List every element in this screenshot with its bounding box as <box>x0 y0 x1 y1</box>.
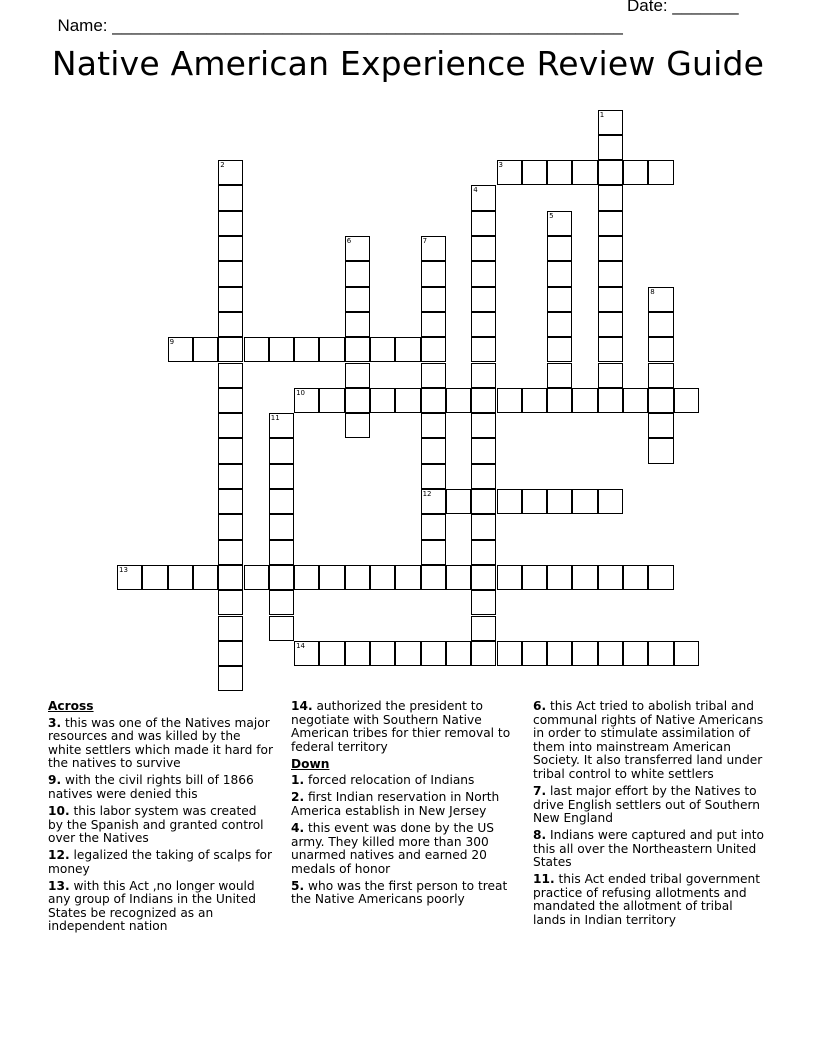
crossword-cell[interactable] <box>345 565 370 590</box>
clue-number: 14. <box>291 699 313 713</box>
crossword-cell[interactable] <box>598 337 623 362</box>
crossword-cell[interactable] <box>598 489 623 514</box>
crossword-cell[interactable] <box>421 641 446 666</box>
clue-item <box>48 774 273 801</box>
crossword-cell[interactable] <box>345 363 370 388</box>
crossword-cell[interactable] <box>547 641 572 666</box>
crossword-cell[interactable] <box>269 489 294 514</box>
crossword-cell[interactable] <box>421 464 446 489</box>
crossword-cell[interactable] <box>395 388 420 413</box>
clue-text: with the civil rights bill of 1866 natives were denied this <box>48 773 254 801</box>
clue-number-label: 8 <box>650 287 655 296</box>
clue-number: 4. <box>291 820 305 835</box>
crossword-cell[interactable] <box>370 641 395 666</box>
clue-number-label: 4 <box>473 186 478 195</box>
crossword-cell[interactable] <box>598 287 623 312</box>
crossword-cell[interactable] <box>446 565 471 590</box>
crossword-cell[interactable] <box>497 160 522 185</box>
crossword-cell[interactable] <box>218 565 243 590</box>
crossword-cell[interactable] <box>522 641 547 666</box>
crossword-cell[interactable] <box>471 590 496 615</box>
clue-number-label: 13 <box>119 565 128 574</box>
crossword-cell[interactable] <box>648 312 673 337</box>
crossword-cell[interactable] <box>471 413 496 438</box>
crossword-cell[interactable] <box>421 514 446 539</box>
crossword-cell[interactable] <box>522 388 547 413</box>
crossword-cell[interactable] <box>395 565 420 590</box>
crossword-cell[interactable] <box>471 616 496 641</box>
crossword-cell[interactable] <box>471 514 496 539</box>
clue-number-label: 6 <box>346 237 352 245</box>
crossword-cell[interactable] <box>623 160 648 185</box>
crossword-cell[interactable] <box>446 388 471 413</box>
clue-item <box>291 880 523 907</box>
crossword-cell[interactable] <box>421 363 446 388</box>
crossword-cell[interactable] <box>522 565 547 590</box>
crossword-cell[interactable] <box>623 641 648 666</box>
clue-text: first Indian reservation in North America establish in New Jersey <box>291 790 500 818</box>
crossword-cell[interactable] <box>269 616 294 641</box>
crossword-cell[interactable] <box>345 261 370 286</box>
clue-number: 11. <box>533 872 555 887</box>
name-field[interactable]: Name: ______________________________________________________ <box>57 16 623 35</box>
crossword-cell[interactable] <box>421 438 446 463</box>
clue-number-label: 3 <box>498 161 503 170</box>
crossword-cell[interactable] <box>345 312 370 337</box>
clue-text: this event was done by the US army. They killed more than 300 unarmed natives and earned 20 medals of honor <box>291 820 495 876</box>
clue-number: 7. <box>533 783 547 798</box>
crossword-cell[interactable] <box>648 413 673 438</box>
crossword-cell[interactable] <box>218 514 243 539</box>
crossword-cell[interactable] <box>471 211 496 236</box>
crossword-cell[interactable] <box>294 388 319 413</box>
clue-text: this labor system was created by the Spanish and granted control over the Natives <box>48 803 264 846</box>
crossword-cell[interactable] <box>471 363 496 388</box>
crossword-cell[interactable] <box>572 489 597 514</box>
clue-text: authorized the president to negotiate with Southern Native American tribes for thier removal to federal territory <box>291 699 511 754</box>
crossword-cell[interactable] <box>598 565 623 590</box>
clue-number-label: 11 <box>270 414 280 423</box>
crossword-cell[interactable] <box>497 489 522 514</box>
crossword-cell[interactable] <box>598 641 623 666</box>
crossword-cell[interactable] <box>572 388 597 413</box>
crossword-cell[interactable] <box>218 363 243 388</box>
crossword-cell[interactable] <box>547 388 572 413</box>
crossword-cell[interactable] <box>269 337 294 362</box>
clue-number: 9. <box>48 773 62 788</box>
crossword-cell[interactable] <box>547 489 572 514</box>
crossword-cell[interactable] <box>547 211 572 236</box>
crossword-cell[interactable] <box>421 489 446 514</box>
crossword-cell[interactable] <box>421 388 446 413</box>
crossword-cell[interactable] <box>421 287 446 312</box>
crossword-cell[interactable] <box>446 489 471 514</box>
crossword-cell[interactable] <box>648 565 673 590</box>
crossword-cell[interactable] <box>319 641 344 666</box>
crossword-cell[interactable] <box>218 337 243 362</box>
clue-text: this Act ended tribal government practice of refusing allotments and mandated the allotment of tribal lands in Indian territory <box>533 872 761 928</box>
down-heading: Down <box>291 756 330 771</box>
crossword-cell[interactable] <box>648 641 673 666</box>
clue-number-label: 12 <box>422 490 432 498</box>
crossword-cell[interactable] <box>598 388 623 413</box>
crossword-cell[interactable] <box>294 337 319 362</box>
crossword-cell[interactable] <box>370 388 395 413</box>
crossword-cell[interactable] <box>244 565 269 590</box>
clue-number: 3. <box>48 715 62 730</box>
crossword-cell[interactable] <box>345 388 370 413</box>
clue-number-label: 7 <box>422 237 428 245</box>
crossword-cell[interactable] <box>218 464 243 489</box>
crossword-cell[interactable] <box>395 641 420 666</box>
crossword-cell[interactable] <box>598 236 623 261</box>
clue-number: 8. <box>533 828 547 843</box>
crossword-cell[interactable] <box>446 641 471 666</box>
crossword-cell[interactable] <box>218 211 243 236</box>
crossword-cell[interactable] <box>547 337 572 362</box>
crossword-cell[interactable] <box>370 337 395 362</box>
clue-number: 12. <box>48 848 70 863</box>
clue-item <box>291 774 523 788</box>
crossword-cell[interactable] <box>471 641 496 666</box>
crossword-cell[interactable] <box>623 565 648 590</box>
crossword-cell[interactable] <box>471 565 496 590</box>
crossword-cell[interactable] <box>547 312 572 337</box>
crossword-cell[interactable] <box>572 160 597 185</box>
across-heading: Across <box>48 699 94 713</box>
crossword-cell[interactable] <box>648 160 673 185</box>
clue-number: 5. <box>291 878 305 893</box>
clue-number-label: 5 <box>549 211 554 220</box>
clue-text: with this Act ,no longer would any group of Indians in the United States be recognized as an independent nation <box>48 878 256 934</box>
crossword-cell[interactable] <box>471 185 496 210</box>
crossword-cell[interactable] <box>269 565 294 590</box>
clue-item <box>533 700 769 782</box>
crossword-cell[interactable] <box>218 312 243 337</box>
crossword-cell[interactable] <box>269 413 294 438</box>
date-field[interactable]: Date: _______ <box>627 0 739 15</box>
crossword-cell[interactable] <box>168 565 193 590</box>
clue-item <box>48 880 273 934</box>
clue-number-label: 2 <box>220 161 225 170</box>
crossword-cell[interactable] <box>497 641 522 666</box>
crossword-cell[interactable] <box>471 312 496 337</box>
crossword-cell[interactable] <box>598 110 623 135</box>
crossword-cell[interactable] <box>395 337 420 362</box>
crossword-cell[interactable] <box>471 388 496 413</box>
crossword-cell[interactable] <box>218 160 243 185</box>
crossword-cell[interactable] <box>193 565 218 590</box>
crossword-cell[interactable] <box>117 565 142 590</box>
crossword-cell[interactable] <box>598 312 623 337</box>
crossword-cell[interactable] <box>421 312 446 337</box>
clue-number: 6. <box>533 699 547 713</box>
crossword-cell[interactable] <box>269 464 294 489</box>
clue-text: Indians were captured and put into this all over the Northeastern United States <box>533 828 764 870</box>
crossword-cell[interactable] <box>345 236 370 261</box>
crossword-cell[interactable] <box>421 337 446 362</box>
crossword-cell[interactable] <box>598 261 623 286</box>
crossword-cell[interactable] <box>471 236 496 261</box>
crossword-cell[interactable] <box>471 261 496 286</box>
crossword-cell[interactable] <box>471 464 496 489</box>
crossword-cell[interactable] <box>648 363 673 388</box>
crossword-cell[interactable] <box>547 160 572 185</box>
clue-text: who was the first person to treat the Native Americans poorly <box>291 878 508 907</box>
crossword-cell[interactable] <box>269 540 294 565</box>
clue-item <box>48 805 273 846</box>
crossword-cell[interactable] <box>218 261 243 286</box>
crossword-cell[interactable] <box>648 388 673 413</box>
clue-item <box>533 873 769 927</box>
clue-item <box>48 849 273 876</box>
crossword-cell[interactable] <box>218 287 243 312</box>
crossword-cell[interactable] <box>598 135 623 160</box>
crossword-cell[interactable] <box>674 388 699 413</box>
clue-number-label: 9 <box>169 338 175 347</box>
crossword-cell[interactable] <box>471 287 496 312</box>
crossword-cell[interactable] <box>471 337 496 362</box>
clue-number: 1. <box>291 773 305 788</box>
clue-text: last major effort by the Natives to drive English settlers out of Southern New England <box>533 783 761 826</box>
clue-item <box>533 785 769 826</box>
crossword-cell[interactable] <box>345 413 370 438</box>
crossword-cell[interactable] <box>648 438 673 463</box>
crossword-cell[interactable] <box>218 185 243 210</box>
clue-item <box>48 717 273 771</box>
crossword-cell[interactable] <box>319 388 344 413</box>
clue-text: this was one of the Natives major resources and was killed by the white settlers which made it hard for the natives to survive <box>48 715 273 771</box>
clue-number-label: 14 <box>296 641 306 650</box>
crossword-cell[interactable] <box>421 413 446 438</box>
crossword-cell[interactable] <box>218 388 243 413</box>
crossword-cell[interactable] <box>218 616 243 641</box>
crossword-cell[interactable] <box>269 438 294 463</box>
crossword-cell[interactable] <box>269 590 294 615</box>
crossword-cell[interactable] <box>345 641 370 666</box>
crossword-cell[interactable] <box>218 438 243 463</box>
crossword-cell[interactable] <box>218 590 243 615</box>
crossword-cell[interactable] <box>421 261 446 286</box>
crossword-cell[interactable] <box>421 236 446 261</box>
crossword-cell[interactable] <box>547 565 572 590</box>
crossword-cell[interactable] <box>572 565 597 590</box>
clue-text: legalized the taking of scalps for money <box>48 848 272 876</box>
crossword-cell[interactable] <box>168 337 193 362</box>
clue-number: 2. <box>291 790 305 805</box>
crossword-cell[interactable] <box>471 438 496 463</box>
crossword-cell[interactable] <box>269 514 294 539</box>
crossword-cell[interactable] <box>294 565 319 590</box>
crossword-cell[interactable] <box>547 363 572 388</box>
crossword-cell[interactable] <box>244 337 269 362</box>
clue-number-label: 1 <box>599 110 605 119</box>
crossword-cell[interactable] <box>547 261 572 286</box>
crossword-cell[interactable] <box>547 236 572 261</box>
clue-item <box>533 829 769 870</box>
crossword-cell[interactable] <box>598 160 623 185</box>
crossword-cell[interactable] <box>497 565 522 590</box>
page-title: Native American Experience Review Guide <box>51 44 765 83</box>
crossword-cell[interactable] <box>294 641 319 666</box>
clues-column-1 <box>48 700 273 937</box>
clue-number-label: 10 <box>296 388 306 397</box>
clue-text: forced relocation of Indians <box>304 773 475 788</box>
crossword-cell[interactable] <box>572 641 597 666</box>
clues-column-2 <box>291 700 523 910</box>
clue-item <box>291 791 523 818</box>
clue-text: this Act tried to abolish tribal and communal rights of Native Americans in order to stimulate assimilation of them into mainstream American Society. It also transferred land under tribal control to white settlers <box>533 699 764 781</box>
crossword-cell[interactable] <box>421 565 446 590</box>
crossword-cell[interactable] <box>648 337 673 362</box>
crossword-cell[interactable] <box>471 489 496 514</box>
clue-item <box>291 822 523 876</box>
crossword-cell[interactable] <box>319 565 344 590</box>
crossword-cell[interactable] <box>598 185 623 210</box>
crossword-cell[interactable] <box>547 287 572 312</box>
crossword-cell[interactable] <box>471 540 496 565</box>
crossword-cell[interactable] <box>648 287 673 312</box>
crossword-cell[interactable] <box>421 540 446 565</box>
crossword-cell[interactable] <box>218 641 243 666</box>
crossword-cell[interactable] <box>345 287 370 312</box>
crossword-cell[interactable] <box>193 337 218 362</box>
crossword-cell[interactable] <box>522 489 547 514</box>
crossword-cell[interactable] <box>598 363 623 388</box>
crossword-cell[interactable] <box>370 565 395 590</box>
crossword-cell[interactable] <box>142 565 167 590</box>
crossword-cell[interactable] <box>218 413 243 438</box>
crossword-cell[interactable] <box>674 641 699 666</box>
clue-number: 13. <box>48 878 70 893</box>
crossword-cell[interactable] <box>522 160 547 185</box>
crossword-cell[interactable] <box>218 489 243 514</box>
clues-column-3 <box>533 700 769 931</box>
crossword-cell[interactable] <box>598 211 623 236</box>
crossword-cell[interactable] <box>218 236 243 261</box>
crossword-cell[interactable] <box>218 666 243 691</box>
clue-number: 10. <box>48 803 70 818</box>
clue-item <box>291 700 523 754</box>
crossword-cell[interactable] <box>218 540 243 565</box>
crossword-cell[interactable] <box>497 388 522 413</box>
crossword-cell[interactable] <box>319 337 344 362</box>
crossword-cell[interactable] <box>623 388 648 413</box>
crossword-cell[interactable] <box>345 337 370 362</box>
